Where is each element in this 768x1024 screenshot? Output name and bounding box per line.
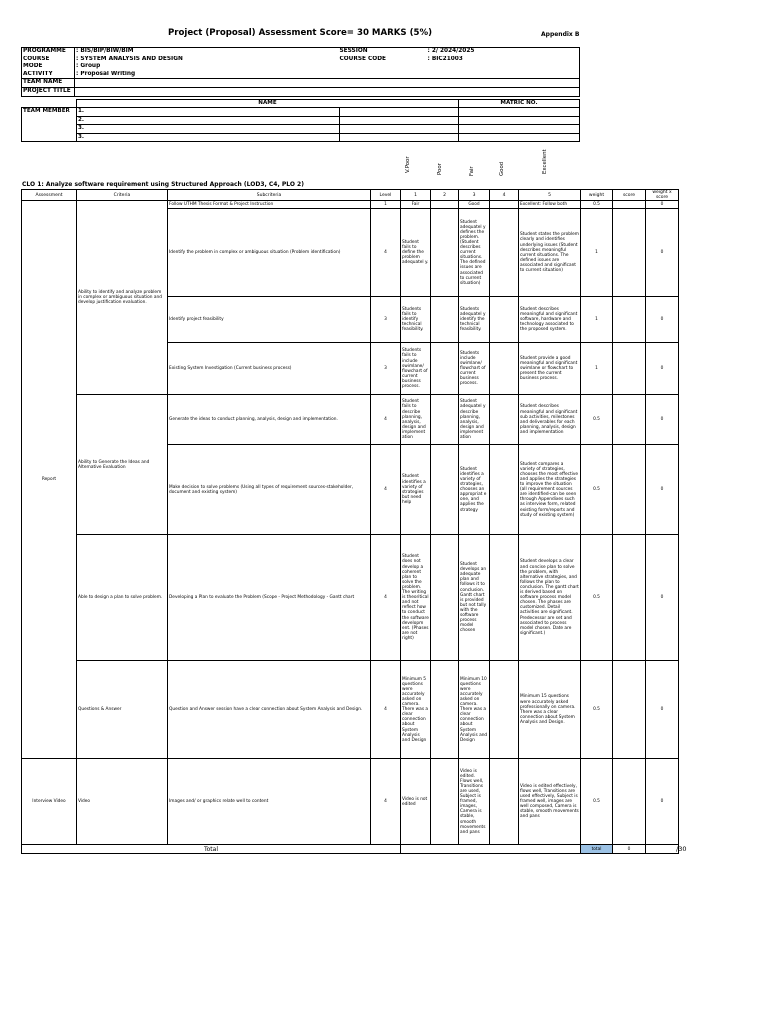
weight-cell: 0.5: [581, 661, 613, 759]
assessment-interview-video: Interview Video: [22, 759, 77, 845]
criteria-cell: Video: [77, 759, 168, 845]
col-level-2: 2: [431, 190, 459, 201]
col-level: Level: [371, 190, 401, 201]
subcriteria-cell: Developing a Plan to evaluate the Problem (Scope - Project Methodology - Gantt chart: [168, 535, 371, 661]
weight-cell: 0.5: [581, 445, 613, 535]
level-2-cell: [431, 209, 459, 297]
level-cell: 3: [371, 343, 401, 395]
member-name-cell[interactable]: [340, 116, 459, 124]
level-1-cell: Students fails to include swimlane/ flowchart of current business process.: [401, 343, 431, 395]
course-code-value: : BIC21003: [427, 56, 580, 64]
weight-cell: 0.5: [581, 535, 613, 661]
level-cell: 4: [371, 661, 401, 759]
subcriteria-cell: Images and/ or graphics relate well to content: [168, 759, 371, 845]
level-3-cell: Students include swimlane/ flowchart of current business process.: [459, 343, 490, 395]
level-2-cell: [431, 759, 459, 845]
assessment-report: Report: [22, 201, 77, 759]
col-level-3: 3: [459, 190, 490, 201]
member-table: [21, 99, 580, 142]
table-row: [22, 535, 679, 661]
subcriteria-cell: Generate the ideas to conduct planning, analysis, design and implementation.: [168, 395, 371, 445]
team-member-label: TEAM MEMBER: [22, 108, 77, 142]
level-cell: 4: [371, 445, 401, 535]
col-weight-x-score: weight x score: [646, 190, 679, 201]
level-2-cell: [431, 297, 459, 343]
col-level-4: 4: [490, 190, 519, 201]
team-name-label: TEAM NAME: [22, 79, 75, 88]
level-5-cell: Student states the problem clearly and identifies underlying issues (Student describes meaningful current situations. The defined issues are associated and significant to current situation): [519, 209, 581, 297]
level-1-cell: Student does not develop a coherent plan to solve the problem. The writing is theoritical and not reflect how to conduct the software developm ent. (Phases are not right): [401, 535, 431, 661]
level-2-cell: [431, 535, 459, 661]
weight-cell: 1: [581, 209, 613, 297]
level-4-cell: [490, 445, 519, 535]
info-table: [21, 47, 580, 97]
level-4-cell: [490, 395, 519, 445]
total-row: [22, 845, 679, 854]
session-label: SESSION: [339, 48, 427, 56]
score-cell[interactable]: [613, 759, 646, 845]
col-weight: weight: [581, 190, 613, 201]
page-title: Project (Proposal) Assessment Score= 30 MARKS (5%): [167, 28, 433, 38]
subcriteria-cell: Existing System Investigation (Current business process): [168, 343, 371, 395]
table-row: [22, 395, 679, 445]
result-cell: 0: [646, 343, 679, 395]
result-cell: 0: [646, 759, 679, 845]
weight-cell: 1: [581, 343, 613, 395]
programme-value: : BIS/BIP/BIW/BIM: [75, 48, 339, 56]
activity-value: : Proposal Writing: [75, 71, 580, 79]
level-4-cell: [490, 201, 519, 209]
level-3-cell: Students adequatel y identify the technical feasibility.: [459, 297, 490, 343]
col-criteria: Criteria: [77, 190, 168, 201]
score-cell[interactable]: [613, 201, 646, 209]
col-level-1: 1: [401, 190, 431, 201]
criteria-cell: Ability to identify and analyze problem in complex or ambiguous situation and develop justification evaluation.: [77, 201, 168, 395]
level-5-cell: Student provide a good meaningful and significant swimlane or flowchart to present the current business process.: [519, 343, 581, 395]
level-4-cell: [490, 661, 519, 759]
subcriteria-cell: Question and Answer session have a clear connection about System Analysis and Design.: [168, 661, 371, 759]
criteria-cell: Ability to Generate the Ideas and Alternative Evaluation: [77, 395, 168, 535]
name-header: NAME: [77, 100, 459, 108]
level-4-cell: [490, 209, 519, 297]
score-cell[interactable]: [613, 209, 646, 297]
result-cell: 0: [646, 661, 679, 759]
level-3-cell: Student develops an adequate plan and follows it to conclusion. Gantt chart is provided but not tally with the software process model chosen: [459, 535, 490, 661]
member-row-label: 3.: [77, 125, 340, 133]
level-cell: 1: [371, 201, 401, 209]
level-cell: 4: [371, 535, 401, 661]
member-matric-cell[interactable]: [459, 116, 580, 124]
total-spacer: [401, 845, 581, 854]
subcriteria-cell: Identify project feasibility: [168, 297, 371, 343]
member-name-cell[interactable]: [340, 108, 459, 116]
level-2-cell: [431, 395, 459, 445]
total-value: 0: [613, 845, 646, 854]
level-4-cell: [490, 535, 519, 661]
level-1-cell: Minimum 5 questions were accurately asked on camera. There was a clear connection about System Analysis and Design: [401, 661, 431, 759]
score-cell[interactable]: [613, 661, 646, 759]
level-1-cell: Student fails to define the problem adequatel y.: [401, 209, 431, 297]
member-row-label: 1.: [77, 108, 340, 116]
result-cell: 0: [646, 209, 679, 297]
matric-header: MATRIC NO.: [459, 100, 580, 108]
course-code-label: COURSE CODE: [339, 55, 386, 62]
rubric-header-row: [22, 190, 679, 201]
mode-label: MODE: [22, 63, 75, 71]
level-1-cell: Student identifies a variety of strategies but need help: [401, 445, 431, 535]
member-row-label: 2.: [77, 116, 340, 124]
level-5-cell: Student compares a variety of strategies, chooses the most effective and applies the strategies to improve the situation (all requirement sources are identified-can be seen through Appendixes such as interview form, related existing form/reports and study of existing system): [519, 445, 581, 535]
weight-cell: 0.5: [581, 759, 613, 845]
subcriteria-cell: Make decision to solve problems (Using all types of requirement sources-stakeholder, document and existing system): [168, 445, 371, 535]
score-cell[interactable]: [613, 343, 646, 395]
col-score: score: [613, 190, 646, 201]
level-4-cell: [490, 297, 519, 343]
weight-cell: 1: [581, 297, 613, 343]
level-5-cell: Minimum 15 questions were accurately asked professionally on camera. There was a clear connection about System Analysis and Design.: [519, 661, 581, 759]
member-matric-cell[interactable]: [459, 108, 580, 116]
level-1-cell: Student fails to describe planning, analysis, design and implement ation: [401, 395, 431, 445]
rating-label-excellent: Excellent: [542, 149, 548, 174]
team-name-field[interactable]: [75, 79, 580, 88]
level-1-cell: Students fails to identify technical feasibility.: [401, 297, 431, 343]
member-row-label: 3.: [77, 133, 340, 141]
table-row: [22, 759, 679, 845]
col-assessment: Assessment: [22, 190, 77, 201]
level-3-cell: Student adequatel y defines the problem. (Student describes current situations. The defined issues are associated to current situation): [459, 209, 490, 297]
level-cell: 4: [371, 209, 401, 297]
clo-title: CLO 1: Analyze software requirement using Structured Approach (LOD3, C4, PLO 2): [22, 181, 304, 188]
subcriteria-cell: Follow UTHM Thesis Format & Project Instruction: [168, 201, 371, 209]
rating-label-vpoor: V.Poor: [405, 156, 411, 173]
score-cell[interactable]: [613, 535, 646, 661]
col-level-5: 5: [519, 190, 581, 201]
level-5-cell: Video is edited effectively, flows well, Transitions are used effectively, Subject is framed well, images are well composed, Camera is stable, smooth movements and pans: [519, 759, 581, 845]
result-cell: 0: [646, 201, 679, 209]
level-3-cell: Student identifies a variety of strategies, chooses an appropriat e one, and applies the strategy: [459, 445, 490, 535]
level-3-cell: Student adequatel y describe planning, analysis, design and implement ation: [459, 395, 490, 445]
project-title-label: PROJECT TITLE: [22, 87, 75, 96]
level-3-cell: Minimum 10 questions were accurately asked on camera. There was a clear connection about System Analysis and Design: [459, 661, 490, 759]
level-2-cell: [431, 661, 459, 759]
rating-label-good: Good: [499, 161, 505, 176]
result-cell: 0: [646, 395, 679, 445]
level-5-cell: Excellent: Follow both: [519, 201, 581, 209]
col-subcriteria: Subcriteria: [168, 190, 371, 201]
total-extra: [646, 845, 679, 854]
criteria-cell: Questions & Answer: [77, 661, 168, 759]
session-value: : 2/ 2024/2025: [427, 48, 580, 56]
subcriteria-cell: Identify the problem in complex or ambiguous situation (Problem identification): [168, 209, 371, 297]
score-cell[interactable]: [613, 297, 646, 343]
rating-label-fair: Fair: [469, 166, 475, 176]
appendix-label: Appendix B: [541, 31, 580, 38]
member-name-cell[interactable]: [340, 133, 459, 141]
activity-label: ACTIVITY: [22, 71, 75, 79]
total-label: Total: [22, 845, 401, 854]
level-1-cell: Video is not edited: [401, 759, 431, 845]
table-row: [22, 201, 679, 209]
programme-label: PROGRAMME: [22, 48, 75, 56]
weight-cell: 0.5: [581, 201, 613, 209]
course-label: COURSE: [22, 56, 75, 64]
level-2-cell: [431, 201, 459, 209]
total-cell-label: total: [581, 845, 613, 854]
mode-value: : Group: [75, 63, 580, 71]
rating-label-poor: Poor: [437, 163, 443, 175]
level-2-cell: [431, 445, 459, 535]
member-matric-cell[interactable]: [459, 125, 580, 133]
level-cell: 4: [371, 395, 401, 445]
level-3-cell: Video is edited. Flows well, Transitions are used, Subject is framed, images, Camera is stable, smooth movements and pans: [459, 759, 490, 845]
project-title-field[interactable]: [75, 87, 580, 96]
level-3-cell: Good: [459, 201, 490, 209]
score-cell[interactable]: [613, 395, 646, 445]
level-2-cell: [431, 343, 459, 395]
level-cell: 4: [371, 759, 401, 845]
weight-cell: 0.5: [581, 395, 613, 445]
level-5-cell: Student develops a clear and concise plan to solve the problem, with alternative strategies, and follows the plan to conclusion. The gantt chart is derived based on software process model chosen. The phases are customized. Detail activities are significant. Predecessor are set and associated to process model chosen. Date are significant.): [519, 535, 581, 661]
result-cell: 0: [646, 535, 679, 661]
level-1-cell: Fair: [401, 201, 431, 209]
criteria-cell: Able to design a plan to solve problem.: [77, 535, 168, 661]
course-value: : SYSTEM ANALYSIS AND DESIGN: [75, 56, 339, 64]
score-cell[interactable]: [613, 445, 646, 535]
level-5-cell: Student describes meaningful and significant sub activities, milestones and deliverables for each planning, analysis, design and implementation: [519, 395, 581, 445]
rubric-table: [21, 189, 679, 854]
member-name-cell[interactable]: [340, 125, 459, 133]
level-4-cell: [490, 759, 519, 845]
table-row: [22, 661, 679, 759]
total-max: /30: [676, 845, 687, 853]
level-5-cell: Student describes meaningful and significant software, hardware and technology associated to the proposed system.: [519, 297, 581, 343]
member-matric-cell[interactable]: [459, 133, 580, 141]
result-cell: 0: [646, 445, 679, 535]
level-4-cell: [490, 343, 519, 395]
result-cell: 0: [646, 297, 679, 343]
level-cell: 3: [371, 297, 401, 343]
